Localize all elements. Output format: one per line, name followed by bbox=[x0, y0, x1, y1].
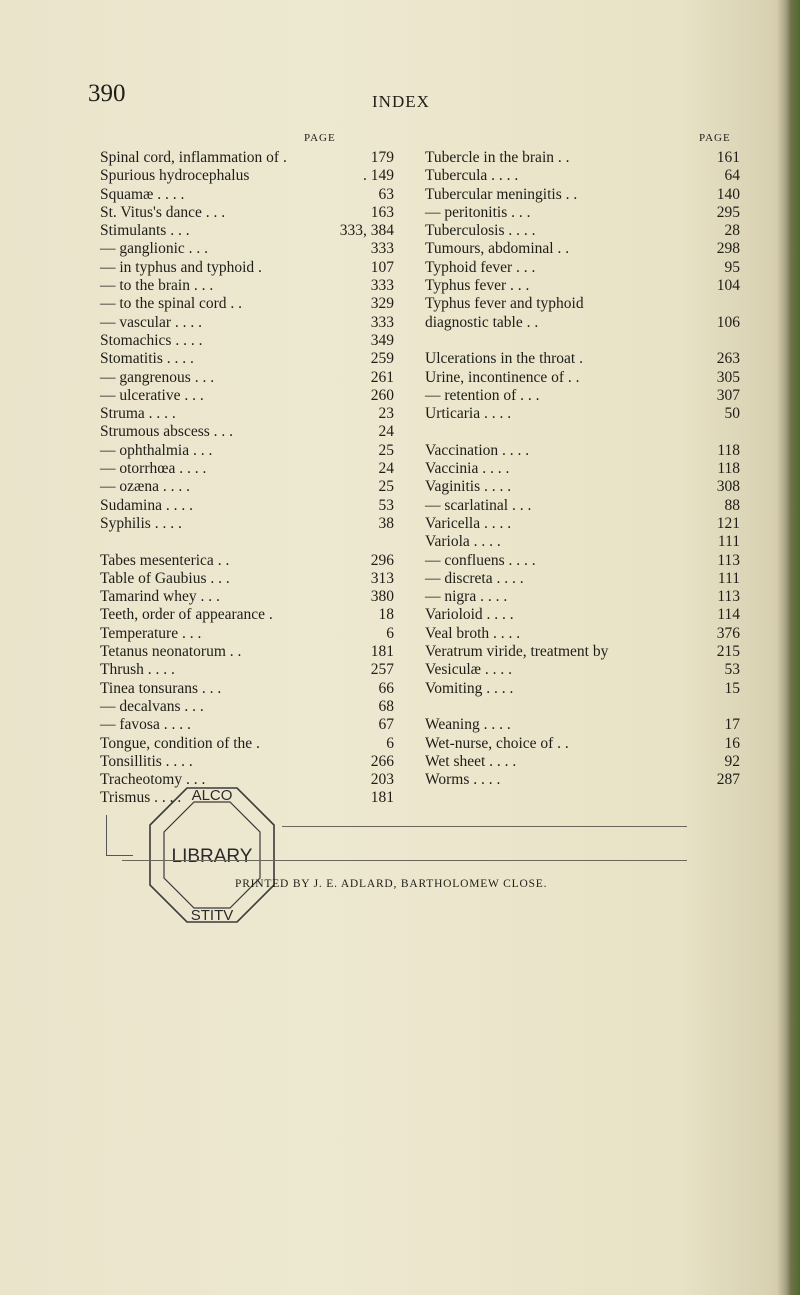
entry-page: . 149 bbox=[363, 167, 394, 185]
index-entry bbox=[425, 167, 740, 185]
index-entry bbox=[425, 643, 740, 661]
entry-page: 24 bbox=[378, 460, 394, 478]
index-entry bbox=[425, 680, 740, 698]
entry-page: 305 bbox=[716, 368, 740, 386]
entry-term: Table of Gaubius . . . bbox=[100, 569, 230, 587]
entry-page: 333 bbox=[370, 313, 394, 331]
index-entry bbox=[425, 552, 740, 570]
index-entry bbox=[100, 680, 394, 698]
entry-page: 333 bbox=[370, 240, 394, 258]
entry-term: Spurious hydrocephalus bbox=[100, 167, 250, 185]
entry-page: 28 bbox=[724, 222, 740, 240]
index-entry bbox=[425, 314, 740, 332]
index-entry bbox=[100, 369, 394, 387]
entry-page: 118 bbox=[717, 441, 740, 459]
entry-page: 259 bbox=[370, 350, 394, 368]
entry-term: Vaccinia . . . . bbox=[425, 460, 510, 478]
entry-term: Squamæ . . . . bbox=[100, 185, 185, 203]
entry-page: 18 bbox=[378, 606, 394, 624]
page-title: INDEX bbox=[372, 92, 430, 111]
entry-page: 313 bbox=[370, 569, 394, 587]
entry-page: 181 bbox=[370, 789, 394, 807]
entry-page: 296 bbox=[370, 551, 394, 569]
entry-list-right bbox=[425, 149, 740, 789]
entry-page: 107 bbox=[370, 258, 394, 276]
entry-term: Vomiting . . . . bbox=[425, 679, 514, 697]
entry-page: 95 bbox=[724, 258, 740, 276]
stamp-corner-mark bbox=[106, 815, 133, 856]
entry-page: 215 bbox=[716, 643, 740, 661]
entry-page: 113 bbox=[717, 551, 740, 569]
entry-page: 67 bbox=[378, 716, 394, 734]
entry-term: Varioloid . . . . bbox=[425, 606, 514, 624]
index-entry bbox=[425, 497, 740, 515]
entry-term: Variola . . . . bbox=[425, 533, 501, 551]
entry-page: 121 bbox=[716, 514, 740, 532]
entry-page: 114 bbox=[717, 606, 740, 624]
index-entry bbox=[100, 204, 394, 222]
stamp-bottom-text: STITV bbox=[190, 907, 234, 924]
entry-term: — retention of . . . bbox=[425, 386, 540, 404]
index-entry bbox=[100, 387, 394, 405]
entry-page: 203 bbox=[370, 771, 394, 789]
entry-term: Vesiculæ . . . . bbox=[425, 661, 512, 679]
entry-term: Urticaria . . . . bbox=[425, 405, 512, 423]
entry-term: Stimulants . . . bbox=[100, 222, 190, 240]
index-entry bbox=[425, 259, 740, 277]
index-entry bbox=[100, 753, 394, 771]
entry-list-left bbox=[100, 149, 394, 808]
entry-page: 261 bbox=[370, 368, 394, 386]
entry-page: 260 bbox=[370, 386, 394, 404]
index-entry bbox=[425, 222, 740, 240]
index-entry bbox=[425, 295, 740, 313]
index-entry bbox=[100, 661, 394, 679]
page-edge bbox=[778, 0, 800, 1295]
index-entry bbox=[100, 277, 394, 295]
index-entry bbox=[425, 332, 740, 350]
entry-page: 257 bbox=[370, 661, 394, 679]
index-entry bbox=[100, 570, 394, 588]
entry-term: — gangrenous . . . bbox=[100, 368, 215, 386]
entry-term: — scarlatinal . . . bbox=[425, 496, 532, 514]
index-entry bbox=[425, 442, 740, 460]
entry-page: 111 bbox=[717, 533, 740, 551]
entry-term: Urine, incontinence of . . bbox=[425, 368, 580, 386]
entry-term: Tinea tonsurans . . . bbox=[100, 679, 222, 697]
entry-term: — to the brain . . . bbox=[100, 277, 214, 295]
entry-term: Stomachics . . . . bbox=[100, 331, 203, 349]
entry-term: — ozæna . . . . bbox=[100, 478, 190, 496]
entry-page: 6 bbox=[386, 734, 394, 752]
entry-term: — to the spinal cord . . bbox=[100, 295, 243, 313]
page-number: 390 bbox=[88, 80, 126, 107]
entry-page: 308 bbox=[716, 478, 740, 496]
entry-term: Vaccination . . . . bbox=[425, 441, 530, 459]
entry-page: 307 bbox=[716, 386, 740, 404]
entry-page: 179 bbox=[370, 149, 394, 166]
stamp-center-text: LIBRARY bbox=[171, 846, 253, 867]
entry-term: Typhus fever . . . bbox=[425, 277, 530, 295]
entry-term: Varicella . . . . bbox=[425, 514, 512, 532]
entry-term: Tumours, abdominal . . bbox=[425, 240, 570, 258]
entry-term: diagnostic table . . bbox=[425, 313, 539, 331]
entry-term: Tubercle in the brain . . bbox=[425, 149, 570, 166]
entry-term: Weaning . . . . bbox=[425, 716, 511, 734]
entry-term: — ganglionic . . . bbox=[100, 240, 209, 258]
entry-page: 333 bbox=[370, 277, 394, 295]
index-entry bbox=[100, 186, 394, 204]
entry-page: 6 bbox=[386, 624, 394, 642]
entry-page: 181 bbox=[370, 643, 394, 661]
index-entry bbox=[425, 423, 740, 441]
index-entry bbox=[425, 771, 740, 789]
entry-term: Sudamina . . . . bbox=[100, 496, 193, 514]
index-entry bbox=[100, 533, 394, 551]
entry-term: Trismus . . . . bbox=[100, 789, 182, 807]
entry-page: 66 bbox=[378, 679, 394, 697]
index-entry bbox=[425, 661, 740, 679]
entry-page: 263 bbox=[716, 350, 740, 368]
entry-term: Tubercula . . . . bbox=[425, 167, 519, 185]
stamp-top-text: ALCO bbox=[191, 787, 233, 804]
index-entry bbox=[100, 222, 394, 240]
index-entry bbox=[100, 515, 394, 533]
index-entry bbox=[100, 167, 394, 185]
entry-term: Stomatitis . . . . bbox=[100, 350, 194, 368]
entry-page: 25 bbox=[378, 478, 394, 496]
entry-page: 298 bbox=[716, 240, 740, 258]
index-entry bbox=[100, 735, 394, 753]
entry-term: Tamarind whey . . . bbox=[100, 588, 220, 606]
entry-page: 68 bbox=[378, 697, 394, 715]
index-entry bbox=[425, 515, 740, 533]
entry-term: Typhus fever and typhoid bbox=[425, 295, 584, 313]
index-entry bbox=[100, 149, 394, 167]
entry-term: — confluens . . . . bbox=[425, 551, 536, 569]
page-column-heading: PAGE bbox=[699, 132, 731, 144]
page-column-heading: PAGE bbox=[304, 132, 336, 144]
index-entry bbox=[425, 460, 740, 478]
index-entry bbox=[100, 350, 394, 368]
entry-page: 376 bbox=[716, 624, 740, 642]
entry-page: 106 bbox=[716, 313, 740, 331]
entry-page: 16 bbox=[724, 734, 740, 752]
entry-page: 53 bbox=[378, 496, 394, 514]
entry-term: Tetanus neonatorum . . bbox=[100, 643, 242, 661]
index-entry bbox=[425, 204, 740, 222]
entry-term: Tabes mesenterica . . bbox=[100, 551, 230, 569]
index-entry bbox=[425, 735, 740, 753]
index-entry bbox=[100, 552, 394, 570]
index-entry bbox=[100, 259, 394, 277]
index-entry bbox=[100, 240, 394, 258]
index-entry bbox=[425, 186, 740, 204]
index-entry bbox=[100, 643, 394, 661]
entry-page: 63 bbox=[378, 185, 394, 203]
entry-term: Worms . . . . bbox=[425, 771, 501, 789]
entry-term: Strumous abscess . . . bbox=[100, 423, 234, 441]
entry-page: 140 bbox=[716, 185, 740, 203]
printer-imprint: PRINTED BY J. E. ADLARD, BARTHOLOMEW CLOSE. bbox=[235, 878, 548, 890]
entry-page: 287 bbox=[716, 771, 740, 789]
entry-page: 295 bbox=[716, 203, 740, 221]
entry-page: 163 bbox=[370, 203, 394, 221]
index-entry bbox=[425, 277, 740, 295]
entry-term: Tuberculosis . . . . bbox=[425, 222, 536, 240]
index-entry bbox=[425, 570, 740, 588]
index-entry bbox=[100, 478, 394, 496]
entry-page: 17 bbox=[724, 716, 740, 734]
entry-page: 113 bbox=[717, 588, 740, 606]
entry-term: Struma . . . . bbox=[100, 405, 176, 423]
entry-term: Veal broth . . . . bbox=[425, 624, 521, 642]
entry-page: 333, 384 bbox=[339, 222, 394, 240]
entry-term: — otorrhœa . . . . bbox=[100, 460, 207, 478]
entry-page: 64 bbox=[724, 167, 740, 185]
entry-term: Thrush . . . . bbox=[100, 661, 175, 679]
index-entry bbox=[100, 698, 394, 716]
entry-page: 24 bbox=[378, 423, 394, 441]
entry-page: 38 bbox=[378, 514, 394, 532]
entry-page: 349 bbox=[370, 331, 394, 349]
entry-term: — vascular . . . . bbox=[100, 313, 203, 331]
footer-rule bbox=[122, 860, 687, 861]
entry-term: — ulcerative . . . bbox=[100, 386, 204, 404]
index-entry bbox=[100, 405, 394, 423]
index-entry bbox=[100, 442, 394, 460]
index-entry bbox=[425, 716, 740, 734]
entry-page: 15 bbox=[724, 679, 740, 697]
entry-term: — ophthalmia . . . bbox=[100, 441, 213, 459]
entry-page: 92 bbox=[724, 752, 740, 770]
entry-page: 266 bbox=[370, 752, 394, 770]
index-entry bbox=[425, 478, 740, 496]
entry-term: — in typhus and typhoid . bbox=[100, 258, 262, 276]
entry-term: — favosa . . . . bbox=[100, 716, 191, 734]
entry-page: 53 bbox=[724, 661, 740, 679]
index-entry bbox=[100, 625, 394, 643]
entry-page: 329 bbox=[370, 295, 394, 313]
entry-term: Wet-nurse, choice of . . bbox=[425, 734, 569, 752]
entry-term: — decalvans . . . bbox=[100, 697, 204, 715]
entry-term: Syphilis . . . . bbox=[100, 514, 182, 532]
entry-page: 104 bbox=[716, 277, 740, 295]
entry-page: 118 bbox=[717, 460, 740, 478]
entry-term: Teeth, order of appearance . bbox=[100, 606, 273, 624]
index-entry bbox=[425, 405, 740, 423]
index-entry bbox=[100, 314, 394, 332]
entry-term: — peritonitis . . . bbox=[425, 203, 531, 221]
index-entry bbox=[100, 423, 394, 441]
divider-rule bbox=[282, 826, 687, 827]
index-entry bbox=[425, 625, 740, 643]
index-entry bbox=[100, 332, 394, 350]
entry-term: Typhoid fever . . . bbox=[425, 258, 536, 276]
index-entry bbox=[425, 533, 740, 551]
index-entry bbox=[100, 606, 394, 624]
entry-page: 111 bbox=[717, 569, 740, 587]
index-entry bbox=[100, 497, 394, 515]
index-entry bbox=[425, 350, 740, 368]
index-entry bbox=[100, 716, 394, 734]
entry-page: 23 bbox=[378, 405, 394, 423]
entry-page: 161 bbox=[716, 149, 740, 166]
index-entry bbox=[100, 460, 394, 478]
entry-term: Tracheotomy . . . bbox=[100, 771, 206, 789]
entry-term: Ulcerations in the throat . bbox=[425, 350, 583, 368]
index-entry bbox=[425, 698, 740, 716]
entry-term: — discreta . . . . bbox=[425, 569, 524, 587]
library-stamp bbox=[142, 780, 282, 930]
index-entry bbox=[425, 149, 740, 167]
entry-term: Temperature . . . bbox=[100, 624, 202, 642]
entry-term: Veratrum viride, treatment by bbox=[425, 643, 609, 661]
index-entry bbox=[425, 588, 740, 606]
entry-term: St. Vitus's dance . . . bbox=[100, 203, 226, 221]
index-entry bbox=[425, 369, 740, 387]
index-entry bbox=[425, 753, 740, 771]
entry-page: 88 bbox=[724, 496, 740, 514]
index-entry bbox=[100, 295, 394, 313]
entry-term: Spinal cord, inflammation of . bbox=[100, 149, 287, 166]
index-entry bbox=[425, 240, 740, 258]
entry-term: — nigra . . . . bbox=[425, 588, 508, 606]
entry-term: Tongue, condition of the . bbox=[100, 734, 260, 752]
entry-page: 25 bbox=[378, 441, 394, 459]
index-entry bbox=[100, 588, 394, 606]
entry-page: 380 bbox=[370, 588, 394, 606]
entry-term: Wet sheet . . . . bbox=[425, 752, 517, 770]
index-entry bbox=[425, 606, 740, 624]
index-entry bbox=[425, 387, 740, 405]
entry-term: Tonsillitis . . . . bbox=[100, 752, 193, 770]
entry-term: Vaginitis . . . . bbox=[425, 478, 512, 496]
entry-term: Tubercular meningitis . . bbox=[425, 185, 578, 203]
entry-page: 50 bbox=[724, 405, 740, 423]
